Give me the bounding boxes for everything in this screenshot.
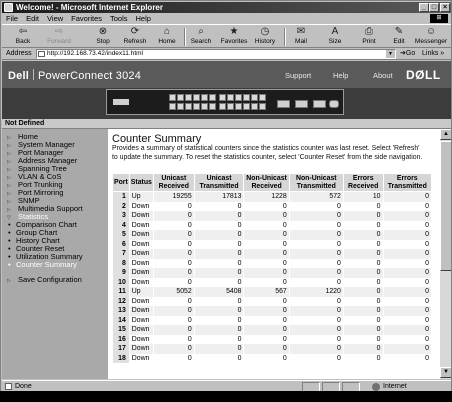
sidebar-item-home[interactable]: ▷ Home	[7, 132, 39, 141]
counter-cell: 0	[153, 259, 194, 269]
collapse-icon: ▽	[7, 215, 11, 221]
port-cell: 8	[113, 259, 130, 269]
history-button[interactable]: ◷ History	[254, 26, 276, 45]
counter-cell: 0	[244, 230, 289, 240]
table-row	[113, 316, 432, 326]
expand-icon: ▷	[7, 143, 11, 149]
counter-cell: 0	[244, 268, 289, 278]
menu-view[interactable]: View	[47, 14, 64, 23]
counter-cell: 0	[153, 325, 194, 335]
table-row	[113, 202, 432, 212]
sidebar-item-port-mirroring[interactable]: ▷ Port Mirroring	[7, 188, 64, 197]
counter-cell: 0	[343, 325, 383, 335]
ie-page-icon	[4, 3, 13, 12]
counter-cell: 0	[289, 297, 343, 307]
sidebar-item-port-manager[interactable]: ▷ Port Manager	[7, 148, 64, 157]
counter-cell: 0	[153, 249, 194, 259]
counter-cell: 0	[289, 230, 343, 240]
bullet-icon: •	[8, 236, 11, 245]
sidebar-item-system-manager[interactable]: ▷ System Manager	[7, 140, 75, 149]
address-bar	[2, 48, 452, 60]
counter-cell: 0	[289, 249, 343, 259]
table-row	[113, 287, 432, 297]
table-row	[113, 268, 432, 278]
counter-cell: 0	[383, 354, 431, 364]
counter-cell: 0	[343, 240, 383, 250]
counter-cell: 0	[383, 278, 431, 288]
table-row	[113, 354, 432, 364]
port-cell: 7	[113, 249, 130, 259]
page-icon	[5, 383, 12, 390]
nav-about-link[interactable]: About	[373, 71, 393, 80]
page-icon	[38, 51, 45, 57]
product-brand: Dell PowerConnect 3024	[8, 70, 142, 82]
sidebar-subitem-utilization-summary[interactable]: • Utilization Summary	[8, 252, 83, 261]
home-button[interactable]: ⌂ Home	[158, 26, 176, 45]
sidebar-subitem-history-chart[interactable]: • History Chart	[8, 236, 60, 245]
sidebar-subitem-group-chart[interactable]: • Group Chart	[8, 228, 58, 237]
counter-cell: 0	[343, 344, 383, 354]
counter-cell: 0	[383, 335, 431, 345]
counter-cell: 0	[289, 316, 343, 326]
counter-cell: 0	[289, 268, 343, 278]
counter-cell: 0	[153, 278, 194, 288]
counter-cell: 0	[244, 335, 289, 345]
counter-cell: 0	[383, 240, 431, 250]
port-cell: 16	[113, 335, 130, 345]
table-row	[113, 249, 432, 259]
counter-cell: 0	[289, 344, 343, 354]
sidebar-item-vlan-cos[interactable]: ▷ VLAN & CoS	[7, 172, 62, 181]
bullet-icon: •	[8, 244, 11, 253]
counter-cell: 0	[343, 306, 383, 316]
expand-icon: ▷	[7, 183, 11, 189]
expand-icon: ▷	[7, 175, 11, 181]
address-input[interactable]	[36, 49, 396, 59]
sidebar-item-multimedia-support[interactable]: ▷ Multimedia Support	[7, 204, 83, 213]
go-button[interactable]: ➔Go	[400, 50, 416, 57]
maximize-button[interactable]: □	[429, 3, 439, 12]
status-cell: Down	[129, 335, 153, 345]
menu-tools[interactable]: Tools	[110, 14, 128, 23]
status-cell: Down	[129, 344, 153, 354]
table-row	[113, 240, 432, 250]
expand-icon: ▷	[7, 167, 11, 173]
status-text: Done	[5, 381, 32, 392]
counter-cell: 0	[194, 268, 244, 278]
counter-cell: 0	[244, 344, 289, 354]
table-header-row	[113, 174, 432, 192]
column-header: Status	[129, 174, 153, 192]
counter-cell: 0	[383, 268, 431, 278]
counter-cell: 0	[153, 240, 194, 250]
counter-cell: 0	[244, 249, 289, 259]
expand-icon: ▷	[7, 159, 11, 165]
counter-cell: 0	[244, 354, 289, 364]
messenger-button[interactable]: ☺ Messenger	[414, 26, 448, 45]
counter-cell: 0	[289, 202, 343, 212]
counter-cell: 0	[343, 221, 383, 231]
counter-cell: 0	[153, 297, 194, 307]
counter-cell: 0	[383, 316, 431, 326]
counter-cell: 0	[343, 354, 383, 364]
status-cell: Down	[129, 249, 153, 259]
counter-cell: 572	[289, 192, 343, 202]
status-cell: Down	[129, 202, 153, 212]
dell-banner	[2, 61, 452, 119]
port-cell: 6	[113, 240, 130, 250]
go-arrow-icon: ➔	[400, 50, 406, 57]
port-cell: 9	[113, 268, 130, 278]
port-block-1	[169, 94, 216, 111]
stop-icon: ⊗	[98, 26, 108, 37]
counter-cell: 0	[153, 202, 194, 212]
counter-cell: 0	[244, 306, 289, 316]
counter-cell: 0	[289, 211, 343, 221]
status-cell: Up	[129, 192, 153, 202]
expand-icon: ▷	[7, 191, 11, 197]
menu-file[interactable]: File	[6, 14, 19, 23]
history-icon: ◷	[260, 26, 270, 37]
counter-cell: 10	[343, 192, 383, 202]
status-cell: Down	[129, 278, 153, 288]
port-cell: 10	[113, 278, 130, 288]
minimize-button[interactable]: _	[419, 3, 429, 12]
counter-cell: 0	[153, 230, 194, 240]
uplink-port	[295, 100, 308, 108]
refresh-button[interactable]: ⟳ Refresh	[123, 26, 147, 45]
counter-cell: 0	[194, 344, 244, 354]
counter-cell: 1220	[289, 287, 343, 297]
mail-icon: ✉	[296, 26, 306, 37]
table-row	[113, 211, 432, 221]
column-header: Non-Unicast Transmitted	[289, 174, 343, 192]
counter-cell: 567	[244, 287, 289, 297]
uplink-port	[313, 100, 326, 108]
page-description: Provides a summary of statistical counters since the statistics counter was last reset. Select 'Refresh' to update the summary. To reset the statistics counter, select 'Counter Reset' from the side navigation.	[112, 145, 423, 161]
counter-cell: 0	[343, 297, 383, 307]
port-block-2	[219, 94, 266, 111]
port-cell: 11	[113, 287, 130, 297]
table-row	[113, 297, 432, 307]
counter-cell: 0	[343, 287, 383, 297]
close-button[interactable]: ×	[440, 3, 450, 12]
table-row	[113, 278, 432, 288]
expand-icon: ▷	[7, 151, 11, 157]
bullet-icon: •	[8, 228, 11, 237]
print-icon: ⎙	[365, 26, 373, 37]
port-cell: 4	[113, 221, 130, 231]
security-zone: Internet	[372, 381, 407, 392]
counter-cell: 0	[153, 268, 194, 278]
counter-cell: 0	[194, 325, 244, 335]
forward-button[interactable]: ⇨ Forward	[47, 26, 71, 45]
counter-cell: 0	[383, 221, 431, 231]
menu-bar	[2, 13, 452, 24]
counter-cell: 5408	[194, 287, 244, 297]
port-cell: 1	[113, 192, 130, 202]
counter-cell: 0	[343, 211, 383, 221]
vertical-scrollbar[interactable]	[439, 129, 451, 379]
home-icon: ⌂	[163, 26, 171, 37]
counter-cell: 0	[244, 259, 289, 269]
counter-cell: 0	[289, 278, 343, 288]
status-cell: Down	[129, 211, 153, 221]
sidebar-item-port-trunking[interactable]: ▷ Port Trunking	[7, 180, 63, 189]
status-cell: Down	[129, 325, 153, 335]
counter-cell: 0	[153, 344, 194, 354]
mail-button[interactable]: ✉ Mail	[295, 26, 307, 45]
counter-cell: 0	[343, 249, 383, 259]
column-header: Port	[113, 174, 130, 192]
forward-arrow-icon: ⇨	[54, 26, 64, 37]
back-arrow-icon: ⇦	[18, 26, 28, 37]
counter-cell: 0	[153, 211, 194, 221]
sidebar-subitem-counter-reset[interactable]: • Counter Reset	[8, 244, 65, 253]
port-cell: 18	[113, 354, 130, 364]
status-cell: Down	[129, 306, 153, 316]
counter-cell: 0	[343, 278, 383, 288]
counter-cell: 0	[194, 354, 244, 364]
port-cell: 17	[113, 344, 130, 354]
counter-cell: 0	[383, 211, 431, 221]
product-name: PowerConnect 3024	[37, 70, 142, 82]
counter-cell: 5052	[153, 287, 194, 297]
counter-cell: 0	[194, 278, 244, 288]
counter-cell: 0	[153, 354, 194, 364]
main-content	[108, 129, 439, 379]
port-cell: 2	[113, 202, 130, 212]
side-navigation	[2, 129, 108, 379]
column-header: Errors Transmitted	[383, 174, 431, 192]
stop-button[interactable]: ⊗ Stop	[96, 26, 110, 45]
counter-cell: 0	[343, 316, 383, 326]
size-button[interactable]: A Size	[328, 26, 342, 45]
print-button[interactable]: ⎙ Print	[362, 26, 376, 45]
globe-icon	[372, 383, 380, 391]
counter-cell: 0	[383, 325, 431, 335]
counter-cell: 0	[153, 316, 194, 326]
scrollbar-thumb[interactable]	[440, 141, 452, 271]
counter-cell: 0	[244, 278, 289, 288]
counter-cell: 0	[194, 316, 244, 326]
toolbar	[2, 24, 452, 48]
expand-icon: ▷	[7, 278, 11, 284]
sidebar-item-spanning-tree[interactable]: ▷ Spanning Tree	[7, 164, 67, 173]
counter-cell: 0	[153, 335, 194, 345]
sidebar-item-snmp[interactable]: ▷ SNMP	[7, 196, 40, 205]
console-port	[329, 100, 339, 108]
table-row	[113, 325, 432, 335]
address-label: Address	[6, 50, 32, 57]
status-cell: Down	[129, 297, 153, 307]
counter-cell: 17813	[194, 192, 244, 202]
column-header: Errors Received	[343, 174, 383, 192]
edit-button[interactable]: ✎ Edit	[393, 26, 405, 45]
text-size-icon: A	[331, 26, 339, 37]
status-cell: Down	[129, 354, 153, 364]
counter-cell: 0	[289, 259, 343, 269]
counter-cell: 0	[194, 259, 244, 269]
favorites-button[interactable]: ★ Favorites	[220, 26, 248, 45]
page-title: Counter Summary	[112, 133, 202, 145]
switch-front-panel-image	[106, 89, 344, 115]
column-header: Non-Unicast Received	[244, 174, 289, 192]
counter-cell: 0	[244, 240, 289, 250]
port-cell: 15	[113, 325, 130, 335]
back-button[interactable]: ⇦ Back	[15, 26, 31, 45]
search-button[interactable]: ⌕ Search	[190, 26, 212, 45]
table-row	[113, 192, 432, 202]
scroll-down-button[interactable]: ▼	[440, 367, 452, 378]
counter-cell: 0	[383, 230, 431, 240]
counter-cell: 0	[289, 325, 343, 335]
status-cell: Down	[129, 240, 153, 250]
counter-cell: 19255	[153, 192, 194, 202]
sidebar-subitem-counter-summary[interactable]: • Counter Summary	[8, 260, 77, 269]
counter-cell: 0	[244, 211, 289, 221]
counter-cell: 0	[244, 297, 289, 307]
bullet-icon: •	[8, 252, 11, 261]
menu-favorites[interactable]: Favorites	[71, 14, 102, 23]
port-cell: 3	[113, 211, 130, 221]
counter-cell: 0	[194, 230, 244, 240]
port-cell: 14	[113, 316, 130, 326]
counter-cell: 0	[289, 240, 343, 250]
status-cell: Up	[129, 287, 153, 297]
refresh-icon: ⟳	[130, 26, 140, 37]
search-icon: ⌕	[198, 26, 204, 37]
desktop-background	[0, 391, 452, 402]
counter-cell: 0	[383, 306, 431, 316]
counter-cell: 0	[244, 202, 289, 212]
links-button[interactable]: Links »	[422, 50, 445, 57]
table-row	[113, 335, 432, 345]
nav-support-link[interactable]: Support	[285, 71, 312, 80]
scroll-up-button[interactable]: ▲	[440, 129, 452, 140]
table-row	[113, 344, 432, 354]
status-cell: Down	[129, 268, 153, 278]
table-row	[113, 259, 432, 269]
counter-cell: 0	[289, 354, 343, 364]
table-row	[113, 306, 432, 316]
counter-summary-table	[112, 173, 432, 363]
device-status-strip: Not Defined	[2, 119, 452, 129]
menu-help[interactable]: Help	[135, 14, 151, 23]
dropdown-arrow-icon[interactable]: ▼	[386, 50, 395, 58]
windows-logo-icon: ⊞	[430, 14, 448, 23]
bullet-icon: •	[8, 260, 11, 269]
column-header: Unicast Transmitted	[194, 174, 244, 192]
column-header: Unicast Received	[153, 174, 194, 192]
favorites-icon: ★	[229, 26, 239, 37]
counter-cell: 0	[194, 240, 244, 250]
counter-cell: 0	[343, 335, 383, 345]
messenger-icon: ☺	[425, 26, 437, 37]
expand-icon: ▷	[7, 207, 11, 213]
counter-cell: 0	[383, 297, 431, 307]
title-bar	[2, 2, 452, 13]
counter-cell: 0	[194, 211, 244, 221]
counter-cell: 0	[383, 287, 431, 297]
port-cell: 12	[113, 297, 130, 307]
counter-cell: 0	[289, 221, 343, 231]
port-cell: 13	[113, 306, 130, 316]
menu-edit[interactable]: Edit	[26, 14, 40, 23]
counter-cell: 0	[194, 249, 244, 259]
counter-cell: 0	[289, 306, 343, 316]
counter-cell: 0	[383, 249, 431, 259]
table-row	[113, 221, 432, 231]
edit-icon: ✎	[394, 26, 404, 37]
counter-cell: 0	[153, 306, 194, 316]
counter-cell: 0	[343, 268, 383, 278]
counter-cell: 0	[194, 202, 244, 212]
window-title: Welcome! - Microsoft Internet Explorer	[16, 3, 163, 12]
counter-cell: 0	[244, 325, 289, 335]
port-cell: 5	[113, 230, 130, 240]
status-cell: Down	[129, 316, 153, 326]
counter-cell: 1228	[244, 192, 289, 202]
switch-badge	[113, 99, 129, 105]
sidebar-item-statistics[interactable]: ▽ Statistics	[7, 212, 49, 221]
counter-cell: 0	[343, 202, 383, 212]
sidebar-subitem-comparison-chart[interactable]: • Comparison Chart	[8, 220, 77, 229]
counter-cell: 0	[194, 306, 244, 316]
counter-cell: 0	[194, 297, 244, 307]
sidebar-item-address-manager[interactable]: ▷ Address Manager	[7, 156, 78, 165]
bullet-icon: •	[8, 220, 11, 229]
counter-cell: 0	[244, 316, 289, 326]
counter-cell: 0	[194, 335, 244, 345]
status-cell: Down	[129, 221, 153, 231]
status-cell: Down	[129, 259, 153, 269]
counter-cell: 0	[383, 202, 431, 212]
counter-cell: 0	[343, 259, 383, 269]
counter-cell: 0	[289, 335, 343, 345]
counter-cell: 0	[194, 221, 244, 231]
status-cell: Down	[129, 230, 153, 240]
counter-cell: 0	[244, 221, 289, 231]
address-url: http://192.168.73.42/index11.html	[47, 50, 144, 57]
expand-icon: ▷	[7, 135, 11, 141]
uplink-port	[277, 100, 290, 108]
sidebar-item-save-configuration[interactable]: ▷ Save Configuration	[7, 275, 82, 284]
expand-icon: ▷	[7, 199, 11, 205]
counter-cell: 0	[383, 192, 431, 202]
counter-cell: 0	[153, 221, 194, 231]
nav-help-link[interactable]: Help	[333, 71, 349, 80]
counter-cell: 0	[383, 344, 431, 354]
dell-logo: DØLL	[406, 68, 441, 82]
counter-cell: 0	[343, 230, 383, 240]
table-row	[113, 230, 432, 240]
counter-cell: 0	[383, 259, 431, 269]
